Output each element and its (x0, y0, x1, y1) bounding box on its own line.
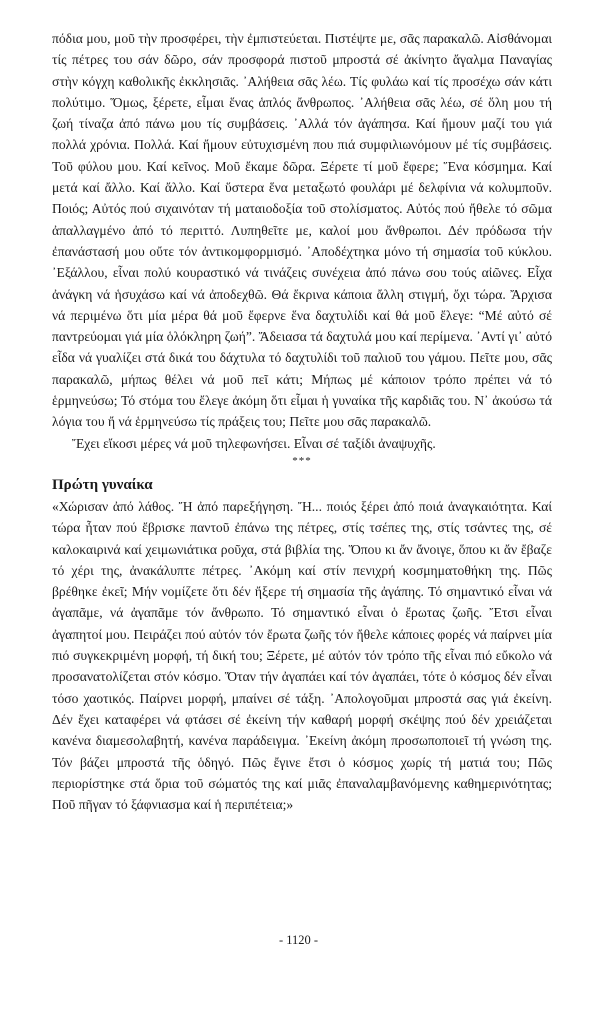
page-body (52, 28, 552, 815)
paragraph-continuation: πόδια μου, μοῦ τὴν προσφέρει, τὴν ἐμπιστεύεται. Πιστέψτε με, σᾶς παρακαλῶ. Αἰσθάνομαι τίς πέτρες του σάν δῶρο, σάν προσφορά πιστοῦ μπροστά σέ ἀκίνητο ἄγαλμα Παναγίας στὴν κόγχη καθολικῆς ἐκκλησιᾶς. ᾿Αλήθεια σᾶς λέω. Τίς φυλάω καί τίς προσέχω σάν κάτι πολύτιμο. Ὅμως, ξέρετε, εἶμαι ἕνας ἁπλός ἄνθρωπος. ᾿Αλήθεια σᾶς λέω, σέ ὅλη μου τή ζωή τίναζα ἀπό πάνω μου τίς συμβάσεις. ᾿Αλλά τόν ἀγάπησα. Καί ἤμουν μαζί του γιά πολλά χρόνια. Πολλά. Καί ἤμουν εὐτυχισμένη που πιά συμφιλιωνόμουν μέ τίς συμβάσεις. Τοῦ φύλου μου. Καί κεῖνος. Μοῦ ἔκαμε δῶρα. Ξέρετε τί μοῦ ἔφερε; Ἕνα κόσμημα. Καί μετά καί ἄλλο. Καί ἄλλο. Καί ὕστερα ἕνα μεταξωτό φουλάρι μέ δελφίνια νά κολυμποῦν. Ποιός; Αὐτός πού σιχαινόταν τή ματαιοδοξία τοῦ στολίσματος. Αὐτός πού ἤθελε τό σῶμα ἀπαλλαγμένο ἀπό τό περιττό. Λυπηθεῖτε με, καλοί μου ἄνθρωποι. Δέν πρόδωσα τήν ἐπανάστασή μου οὔτε τόν ἀντικομφορμισμό. ᾿Αποδέχτηκα μόνο τή σημασία τοῦ κύκλου. ᾿Εξάλλου, εἶναι πολύ κουραστικό νά τινάζεις συνέχεια ἀπό πάνω σου τούς αἰῶνες. Εἶχα ἀνάγκη νά ἡσυχάσω καί νά ἀποδεχθῶ. Θά ἔκρινα κάποια ἄλλη στιγμή, ὄχι τώρα. Ἄρχισα νά περιμένω ὅτι μία μέρα θά μοῦ ἔφερνε ἕνα δαχτυλίδι καί θά μοῦ ἔλεγε: “Μέ αὐτό σέ παντρεύομαι γιά μία ὁλόκληρη ζωή”. Ἄδειασα τά δαχτυλά μου καί περίμενα. ᾿Αντί γι᾿ αὐτό εἶδα νά γυαλίζει στά δικά του δάχτυλα τό δαχτυλίδι τοῦ παλιοῦ του γάμου. Πεῖτε μου, σᾶς παρακαλῶ, μήπως θέλει νά μοῦ πεῖ κάτι; Μήπως μέ κάποιον τρόπο πρέπει νά τό ἑρμηνεύσω; Τό στόμα του ἔλεγε ἀκόμη ὅτι εἶμαι ἡ γυναίκα τῆς καρδιᾶς του. Ν᾿ ἀκούσω τά λόγια του ἤ νά ἑρμηνεύσω τίς πράξεις του; Πεῖτε μου σᾶς παρακαλῶ. (52, 31, 552, 430)
paragraph-phone-call: Ἔχει εἴκοσι μέρες νά μοῦ τηλεφωνήσει. Εἶναι σέ ταξίδι ἀναψυχῆς. (72, 435, 436, 451)
section-separator: *** (292, 454, 312, 467)
section-heading: Πρώτη γυναίκα (52, 476, 153, 493)
paragraph-first-woman: «Χώρισαν ἀπό λάθος. Ἤ ἀπό παρεξήγηση. Ἤ... ποιός ξέρει ἀπό ποιά ἀναγκαιότητα. Καί τώρα ἦταν πού ἔβρισκε παντοῦ ἐπάνω της πέτρες, στίς τσέπες της, στίς τσάντες της, σέ καλοκαιρινά καί χειμωνιάτικα ροῦχα, στά βιβλία της. Ὅπου κι ἄν ἄνοιγε, ὅπου κι ἄν ἔβαζε τό χέρι της, ἀνακάλυπτε πέτρες. ᾿Ακόμη καί στίν πενιχρή κοσμηματοθήκη της. Πῶς βρέθηκε ἐκεῖ; Μήν νομίζετε ὅτι δέν ἤξερε τή σημασία τῆς ἀγάπης. Τό σημαντικό εἶναι νά ἀγαπᾶμε, νά ἀγαπᾶμε τόν ἄνθρωπο. Τό σημαντικό εἶναι ὁ ἔρωτας ζωῆς. Ἔτσι εἶναι ἀγαπητοί μου. Πειράζει πού αὐτόν τόν ἔρωτα ζωῆς τόν ἤθελε κάποιες φορές νά παίρνει μία πιό συγκεκριμένη μορφή, τή δική του; Ξέρετε, μέ αὐτόν τόν τρόπο τῆς εἶναι πιό εὔκολο νά προσανατολίζεται στόν κόσμο. Ὅταν τήν ἀγαπάει καί τόν ἀγαπάει, τότε ὁ κόσμος δέν εἶναι τόσο χαοτικός. Παίρνει μορφή, μπαίνει σέ τάξη. ᾿Απολογοῦμαι μπροστά σας γιά ἐκείνη. Δέν ἔχει καταφέρει νά φτάσει σέ ἐκείνη τήν καθαρή μορφή σκέψης πού δέν χρειάζεται κανένα διαμεσολαβητή, κανένα παράδειγμα. ᾿Εκείνη ἀκόμη προσωποποιεῖ τή γνώση της. Τόν βάζει μπροστά τῆς ὁδηγό. Πῶς ἔγινε ἔτσι ὁ κόσμος χωρίς τή ματιά του; Πῶς περιορίστηκε στά ὅρια τοῦ σώματός της καί μιᾶς ἐπαναλαμβανόμενης καθημερινότητας; Ποῦ πῆγαν τό ξάφνιασμα καί ἡ περιπέτεια;» (52, 498, 552, 813)
page-number: - 1120 - (278, 933, 319, 947)
